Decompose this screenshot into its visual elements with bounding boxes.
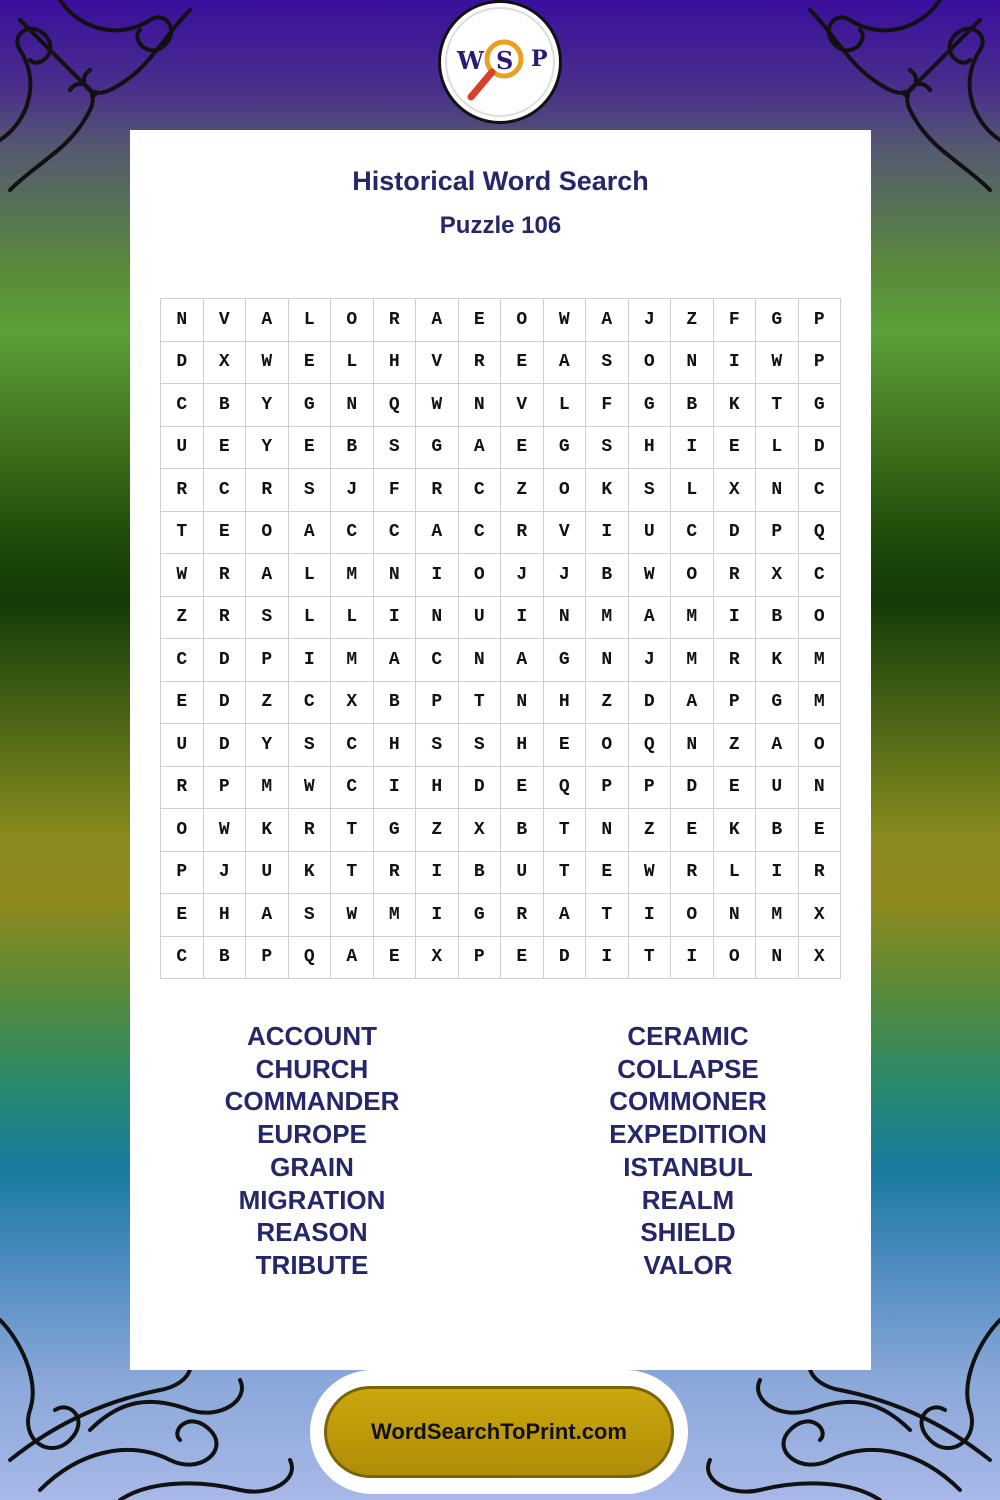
site-logo[interactable] — [438, 0, 562, 124]
grid-cell: Q — [629, 724, 672, 767]
grid-cell: P — [799, 299, 842, 342]
grid-cell: X — [331, 682, 374, 725]
grid-cell: T — [586, 894, 629, 937]
grid-cell: H — [416, 767, 459, 810]
grid-cell: T — [331, 809, 374, 852]
grid-cell: Y — [246, 427, 289, 470]
grid-cell: S — [289, 469, 332, 512]
grid-cell: R — [374, 852, 417, 895]
grid-cell: N — [416, 597, 459, 640]
grid-cell: I — [714, 342, 757, 385]
grid-cell: T — [161, 512, 204, 555]
grid-cell: L — [714, 852, 757, 895]
grid-cell: R — [501, 894, 544, 937]
grid-cell: J — [204, 852, 247, 895]
grid-cell: G — [544, 427, 587, 470]
grid-cell: D — [161, 342, 204, 385]
grid-cell: V — [204, 299, 247, 342]
grid-cell: J — [331, 469, 374, 512]
logo-letter-s: S — [496, 46, 514, 75]
grid-cell: K — [246, 809, 289, 852]
grid-cell: W — [289, 767, 332, 810]
grid-cell: M — [671, 639, 714, 682]
grid-cell: U — [629, 512, 672, 555]
grid-cell: G — [374, 809, 417, 852]
grid-cell: S — [629, 469, 672, 512]
grid-cell: C — [799, 554, 842, 597]
grid-cell: M — [246, 767, 289, 810]
grid-cell: B — [501, 809, 544, 852]
grid-cell: X — [459, 809, 502, 852]
grid-cell: P — [246, 937, 289, 980]
grid-cell: R — [671, 852, 714, 895]
grid-cell: D — [629, 682, 672, 725]
grid-cell: A — [544, 342, 587, 385]
grid-cell: P — [459, 937, 502, 980]
grid-cell: G — [289, 384, 332, 427]
grid-cell: C — [161, 639, 204, 682]
grid-cell: A — [331, 937, 374, 980]
grid-cell: O — [629, 342, 672, 385]
grid-cell: P — [416, 682, 459, 725]
grid-cell: Z — [161, 597, 204, 640]
grid-cell: B — [204, 384, 247, 427]
grid-cell: S — [289, 724, 332, 767]
grid-cell: I — [374, 767, 417, 810]
grid-cell: P — [714, 682, 757, 725]
grid-cell: O — [501, 299, 544, 342]
grid-cell: L — [331, 597, 374, 640]
grid-cell: C — [459, 512, 502, 555]
grid-cell: C — [161, 384, 204, 427]
grid-cell: O — [799, 724, 842, 767]
grid-cell: I — [374, 597, 417, 640]
grid-cell: A — [246, 299, 289, 342]
grid-cell: J — [544, 554, 587, 597]
grid-cell: N — [586, 809, 629, 852]
grid-cell: N — [671, 724, 714, 767]
grid-cell: C — [289, 682, 332, 725]
grid-cell: M — [799, 682, 842, 725]
grid-cell: X — [714, 469, 757, 512]
grid-cell: V — [544, 512, 587, 555]
grid-cell: A — [629, 597, 672, 640]
grid-cell: E — [161, 894, 204, 937]
word-list-item: VALOR — [643, 1249, 733, 1280]
grid-cell: F — [374, 469, 417, 512]
grid-cell: A — [671, 682, 714, 725]
grid-cell: N — [374, 554, 417, 597]
word-list-item: EUROPE — [257, 1119, 367, 1150]
letter-grid — [160, 298, 841, 979]
grid-cell: X — [799, 937, 842, 980]
grid-cell: D — [544, 937, 587, 980]
grid-cell: E — [501, 342, 544, 385]
grid-cell: X — [416, 937, 459, 980]
grid-cell: Y — [246, 384, 289, 427]
grid-cell: H — [374, 342, 417, 385]
grid-cell: I — [671, 427, 714, 470]
grid-cell: B — [204, 937, 247, 980]
grid-cell: P — [246, 639, 289, 682]
grid-cell: T — [331, 852, 374, 895]
grid-cell: N — [756, 469, 799, 512]
grid-cell: J — [629, 639, 672, 682]
grid-cell: D — [671, 767, 714, 810]
grid-cell: J — [629, 299, 672, 342]
grid-cell: N — [799, 767, 842, 810]
grid-cell: F — [586, 384, 629, 427]
logo-letter-w: W — [457, 46, 484, 75]
grid-cell: Z — [671, 299, 714, 342]
grid-cell: K — [586, 469, 629, 512]
grid-cell: C — [671, 512, 714, 555]
grid-cell: W — [756, 342, 799, 385]
grid-cell: L — [671, 469, 714, 512]
grid-cell: S — [586, 342, 629, 385]
grid-cell: C — [331, 512, 374, 555]
grid-cell: X — [756, 554, 799, 597]
grid-cell: N — [756, 937, 799, 980]
grid-cell: U — [246, 852, 289, 895]
grid-cell: H — [544, 682, 587, 725]
grid-cell: Y — [246, 724, 289, 767]
word-list-item: EXPEDITION — [609, 1119, 767, 1150]
grid-cell: I — [586, 512, 629, 555]
grid-cell: B — [756, 597, 799, 640]
grid-cell: D — [459, 767, 502, 810]
word-list-item: REASON — [256, 1217, 368, 1248]
grid-cell: K — [714, 809, 757, 852]
grid-cell: D — [799, 427, 842, 470]
grid-cell: R — [161, 469, 204, 512]
grid-cell: A — [756, 724, 799, 767]
logo-ring — [445, 7, 555, 117]
grid-cell: A — [374, 639, 417, 682]
grid-cell: T — [459, 682, 502, 725]
grid-cell: N — [586, 639, 629, 682]
grid-cell: R — [204, 597, 247, 640]
grid-cell: W — [629, 554, 672, 597]
word-list-item: MIGRATION — [238, 1184, 386, 1215]
grid-cell: G — [629, 384, 672, 427]
site-link-button[interactable]: WordSearchToPrint.com — [324, 1386, 674, 1478]
grid-cell: E — [586, 852, 629, 895]
grid-cell: B — [756, 809, 799, 852]
grid-cell: M — [799, 639, 842, 682]
grid-cell: Q — [544, 767, 587, 810]
grid-cell: S — [374, 427, 417, 470]
grid-cell: A — [544, 894, 587, 937]
grid-cell: G — [756, 299, 799, 342]
grid-cell: D — [204, 724, 247, 767]
grid-cell: A — [246, 894, 289, 937]
grid-cell: E — [204, 512, 247, 555]
grid-cell: Z — [629, 809, 672, 852]
grid-cell: I — [289, 639, 332, 682]
grid-cell: C — [331, 767, 374, 810]
word-list-item: COMMONER — [609, 1086, 767, 1117]
grid-cell: M — [671, 597, 714, 640]
grid-cell: R — [799, 852, 842, 895]
grid-cell: K — [714, 384, 757, 427]
grid-cell: O — [799, 597, 842, 640]
grid-cell: W — [544, 299, 587, 342]
grid-cell: S — [459, 724, 502, 767]
grid-cell: I — [416, 554, 459, 597]
grid-cell: E — [799, 809, 842, 852]
word-list-item: GRAIN — [270, 1151, 354, 1182]
grid-cell: D — [204, 682, 247, 725]
grid-cell: Z — [246, 682, 289, 725]
grid-cell: A — [416, 512, 459, 555]
grid-cell: L — [289, 554, 332, 597]
grid-cell: G — [459, 894, 502, 937]
grid-cell: A — [459, 427, 502, 470]
grid-cell: E — [289, 342, 332, 385]
grid-cell: P — [799, 342, 842, 385]
grid-cell: L — [289, 597, 332, 640]
grid-cell: C — [459, 469, 502, 512]
grid-cell: C — [799, 469, 842, 512]
grid-cell: P — [161, 852, 204, 895]
grid-cell: R — [246, 469, 289, 512]
word-list-item: ISTANBUL — [623, 1151, 753, 1182]
grid-cell: T — [756, 384, 799, 427]
grid-cell: C — [161, 937, 204, 980]
grid-cell: N — [161, 299, 204, 342]
word-list-item: CERAMIC — [627, 1021, 749, 1051]
grid-cell: S — [586, 427, 629, 470]
grid-cell: E — [374, 937, 417, 980]
grid-cell: V — [501, 384, 544, 427]
grid-cell: T — [544, 852, 587, 895]
grid-cell: H — [501, 724, 544, 767]
grid-cell: O — [246, 512, 289, 555]
grid-cell: W — [331, 894, 374, 937]
grid-cell: X — [799, 894, 842, 937]
grid-cell: R — [374, 299, 417, 342]
word-list-item: REALM — [641, 1184, 735, 1215]
grid-cell: W — [416, 384, 459, 427]
grid-cell: T — [629, 937, 672, 980]
page-title: Historical Word Search — [352, 166, 649, 196]
grid-cell: Q — [374, 384, 417, 427]
grid-cell: L — [544, 384, 587, 427]
grid-cell: P — [204, 767, 247, 810]
grid-cell: B — [586, 554, 629, 597]
grid-cell: A — [416, 299, 459, 342]
word-list-item: ACCOUNT — [247, 1021, 377, 1051]
word-list-item: COMMANDER — [224, 1086, 400, 1117]
grid-cell: H — [629, 427, 672, 470]
grid-cell: T — [544, 809, 587, 852]
grid-cell: U — [161, 724, 204, 767]
grid-cell: P — [629, 767, 672, 810]
grid-cell: Z — [586, 682, 629, 725]
grid-cell: E — [501, 767, 544, 810]
grid-cell: A — [246, 554, 289, 597]
grid-cell: R — [714, 639, 757, 682]
grid-cell: Q — [289, 937, 332, 980]
grid-cell: M — [374, 894, 417, 937]
grid-cell: I — [416, 852, 459, 895]
grid-cell: E — [501, 427, 544, 470]
grid-cell: C — [204, 469, 247, 512]
grid-cell: R — [289, 809, 332, 852]
grid-cell: R — [161, 767, 204, 810]
grid-cell: R — [501, 512, 544, 555]
grid-cell: I — [416, 894, 459, 937]
grid-cell: Q — [799, 512, 842, 555]
grid-cell: M — [586, 597, 629, 640]
grid-cell: I — [586, 937, 629, 980]
grid-cell: U — [501, 852, 544, 895]
grid-cell: C — [374, 512, 417, 555]
grid-cell: O — [161, 809, 204, 852]
grid-cell: U — [161, 427, 204, 470]
grid-cell: N — [459, 639, 502, 682]
grid-cell: N — [459, 384, 502, 427]
grid-cell: Z — [501, 469, 544, 512]
grid-cell: I — [756, 852, 799, 895]
grid-cell: B — [331, 427, 374, 470]
grid-cell: Z — [714, 724, 757, 767]
grid-cell: Z — [416, 809, 459, 852]
word-list-item: CHURCH — [255, 1053, 369, 1084]
grid-cell: E — [161, 682, 204, 725]
grid-cell: C — [331, 724, 374, 767]
grid-cell: M — [331, 639, 374, 682]
grid-cell: O — [331, 299, 374, 342]
grid-cell: M — [331, 554, 374, 597]
grid-cell: W — [204, 809, 247, 852]
grid-cell: E — [714, 427, 757, 470]
grid-cell: O — [714, 937, 757, 980]
grid-cell: B — [459, 852, 502, 895]
grid-cell: K — [289, 852, 332, 895]
word-list-item: SHIELD — [640, 1217, 736, 1248]
grid-cell: H — [374, 724, 417, 767]
grid-cell: R — [416, 469, 459, 512]
grid-cell: H — [204, 894, 247, 937]
grid-cell: A — [586, 299, 629, 342]
grid-cell: E — [501, 937, 544, 980]
grid-cell: K — [756, 639, 799, 682]
word-list-right — [508, 1020, 868, 1282]
grid-cell: L — [331, 342, 374, 385]
grid-cell: X — [204, 342, 247, 385]
grid-cell: R — [459, 342, 502, 385]
grid-cell: E — [714, 767, 757, 810]
grid-cell: I — [671, 937, 714, 980]
grid-cell: I — [714, 597, 757, 640]
logo-letter-p: P — [531, 46, 548, 72]
grid-cell: G — [544, 639, 587, 682]
grid-cell: O — [671, 554, 714, 597]
grid-cell: U — [459, 597, 502, 640]
grid-cell: U — [756, 767, 799, 810]
grid-cell: E — [459, 299, 502, 342]
word-list-item: TRIBUTE — [255, 1249, 369, 1280]
grid-cell: A — [289, 512, 332, 555]
grid-cell: P — [756, 512, 799, 555]
puzzle-card — [130, 130, 871, 1370]
grid-cell: S — [246, 597, 289, 640]
grid-cell: C — [416, 639, 459, 682]
grid-cell: S — [416, 724, 459, 767]
grid-cell: N — [501, 682, 544, 725]
grid-cell: L — [756, 427, 799, 470]
grid-cell: F — [714, 299, 757, 342]
grid-cell: B — [374, 682, 417, 725]
grid-cell: S — [289, 894, 332, 937]
grid-cell: N — [544, 597, 587, 640]
grid-cell: N — [331, 384, 374, 427]
grid-cell: R — [714, 554, 757, 597]
footer-badge — [310, 1370, 688, 1494]
grid-cell: R — [204, 554, 247, 597]
grid-cell: O — [586, 724, 629, 767]
grid-cell: G — [756, 682, 799, 725]
grid-cell: N — [714, 894, 757, 937]
grid-cell: A — [501, 639, 544, 682]
grid-cell: W — [246, 342, 289, 385]
word-list-item: COLLAPSE — [617, 1053, 759, 1084]
grid-cell: P — [586, 767, 629, 810]
grid-cell: E — [289, 427, 332, 470]
grid-cell: B — [671, 384, 714, 427]
grid-cell: V — [416, 342, 459, 385]
grid-cell: G — [416, 427, 459, 470]
grid-cell: J — [501, 554, 544, 597]
grid-cell: M — [756, 894, 799, 937]
grid-cell: G — [799, 384, 842, 427]
word-list-left — [132, 1020, 492, 1282]
grid-cell: E — [671, 809, 714, 852]
grid-cell: L — [289, 299, 332, 342]
grid-cell: D — [204, 639, 247, 682]
grid-cell: E — [204, 427, 247, 470]
grid-cell: O — [544, 469, 587, 512]
grid-cell: W — [629, 852, 672, 895]
grid-cell: D — [714, 512, 757, 555]
grid-cell: O — [671, 894, 714, 937]
grid-cell: W — [161, 554, 204, 597]
grid-cell: I — [629, 894, 672, 937]
grid-cell: I — [501, 597, 544, 640]
puzzle-number: Puzzle 106 — [439, 212, 562, 239]
grid-cell: N — [671, 342, 714, 385]
grid-cell: E — [544, 724, 587, 767]
grid-cell: O — [459, 554, 502, 597]
